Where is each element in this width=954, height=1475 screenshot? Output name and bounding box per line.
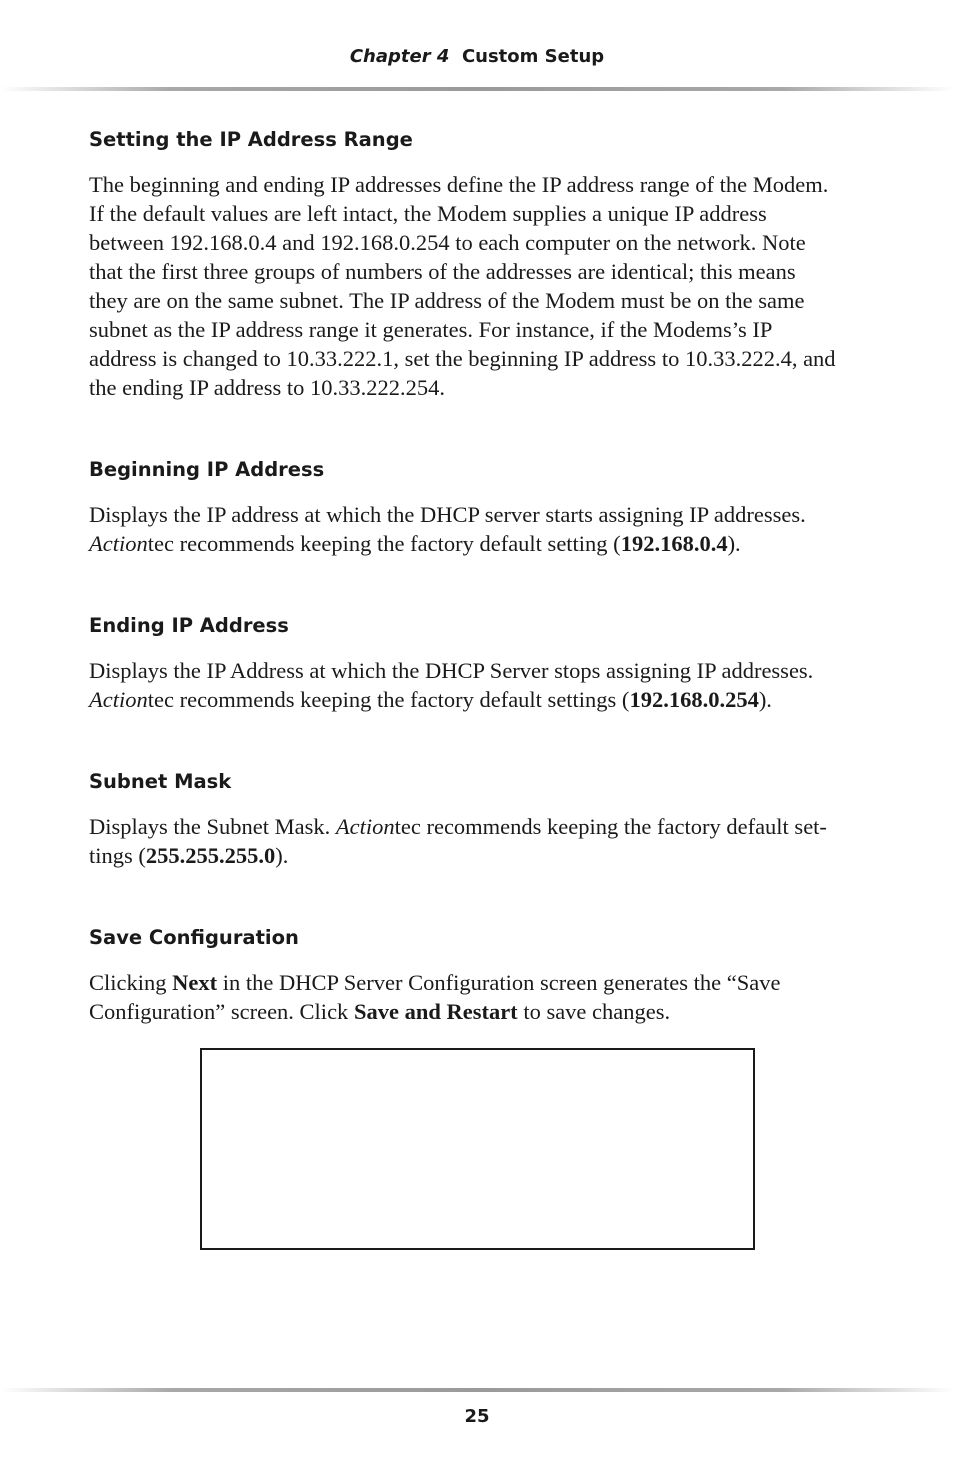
page-number: 25 [464, 1406, 490, 1427]
text-line: they are on the same subnet. The IP address of the Modem must be on the same [89, 288, 805, 313]
brand-italic: Action [89, 531, 148, 556]
text-run: ). [727, 531, 741, 556]
chapter-title: Custom Setup [461, 46, 605, 67]
default-value: 192.168.0.4 [620, 531, 728, 556]
text-run: tec recommends keeping the factory default settings ( [147, 687, 630, 712]
text-line [89, 529, 869, 558]
text-line [89, 685, 869, 714]
text-line: The beginning and ending IP addresses define the IP address range of the Modem. [89, 172, 829, 197]
text-line: address is changed to 10.33.222.1, set the beginning IP address to 10.33.222.4, and [89, 346, 836, 371]
header-rule [0, 87, 954, 91]
footer-rule [0, 1388, 954, 1392]
next-label: Next [172, 970, 218, 995]
screenshot-placeholder-box [200, 1048, 755, 1250]
text-run: tec recommends keeping the factory default set- [394, 814, 827, 839]
section-heading-beginning-ip: Beginning IP Address [89, 458, 325, 481]
default-value: 192.168.0.254 [629, 687, 759, 712]
section-heading-save-configuration: Save Configuration [89, 926, 299, 949]
paragraph-ip-range [89, 170, 869, 402]
brand-italic: Action [89, 687, 148, 712]
text-line: the ending IP address to 10.33.222.254. [89, 375, 446, 400]
text-line: Displays the IP address at which the DHCP server starts assigning IP addresses. [89, 502, 806, 527]
text-run: in the DHCP Server Configuration screen generates the “Save [217, 970, 781, 995]
save-and-restart-label: Save and Restart [353, 999, 518, 1024]
text-run: ). [758, 687, 772, 712]
running-header [0, 46, 954, 67]
text-line [89, 841, 869, 870]
text-line [89, 812, 869, 841]
brand-italic: Action [335, 814, 395, 839]
text-line [89, 968, 869, 997]
section-heading-subnet-mask: Subnet Mask [89, 770, 232, 793]
text-line: subnet as the IP address range it generates. For instance, if the Modems’s IP [89, 317, 773, 342]
text-run: tec recommends keeping the factory default setting ( [147, 531, 621, 556]
text-line [89, 997, 869, 1026]
text-line: between 192.168.0.4 and 192.168.0.254 to each computer on the network. Note [89, 230, 806, 255]
paragraph-beginning-ip [89, 500, 869, 558]
text-line: If the default values are left intact, the Modem supplies a unique IP address [89, 201, 767, 226]
section-heading-ip-range: Setting the IP Address Range [89, 128, 413, 151]
text-run: Configuration” screen. Click [89, 999, 354, 1024]
chapter-label: Chapter 4 [349, 46, 450, 67]
paragraph-subnet-mask [89, 812, 869, 870]
text-run: to save changes. [517, 999, 671, 1024]
section-heading-ending-ip: Ending IP Address [89, 614, 289, 637]
text-line: that the first three groups of numbers of the addresses are identical; this means [89, 259, 796, 284]
paragraph-save-configuration [89, 968, 869, 1026]
text-run: ). [275, 843, 289, 868]
default-value: 255.255.255.0 [145, 843, 276, 868]
text-run: Clicking [89, 970, 173, 995]
text-run: Displays the Subnet Mask. [89, 814, 336, 839]
text-run: tings ( [89, 843, 146, 868]
text-line: Displays the IP Address at which the DHCP Server stops assigning IP addresses. [89, 658, 814, 683]
paragraph-ending-ip [89, 656, 869, 714]
